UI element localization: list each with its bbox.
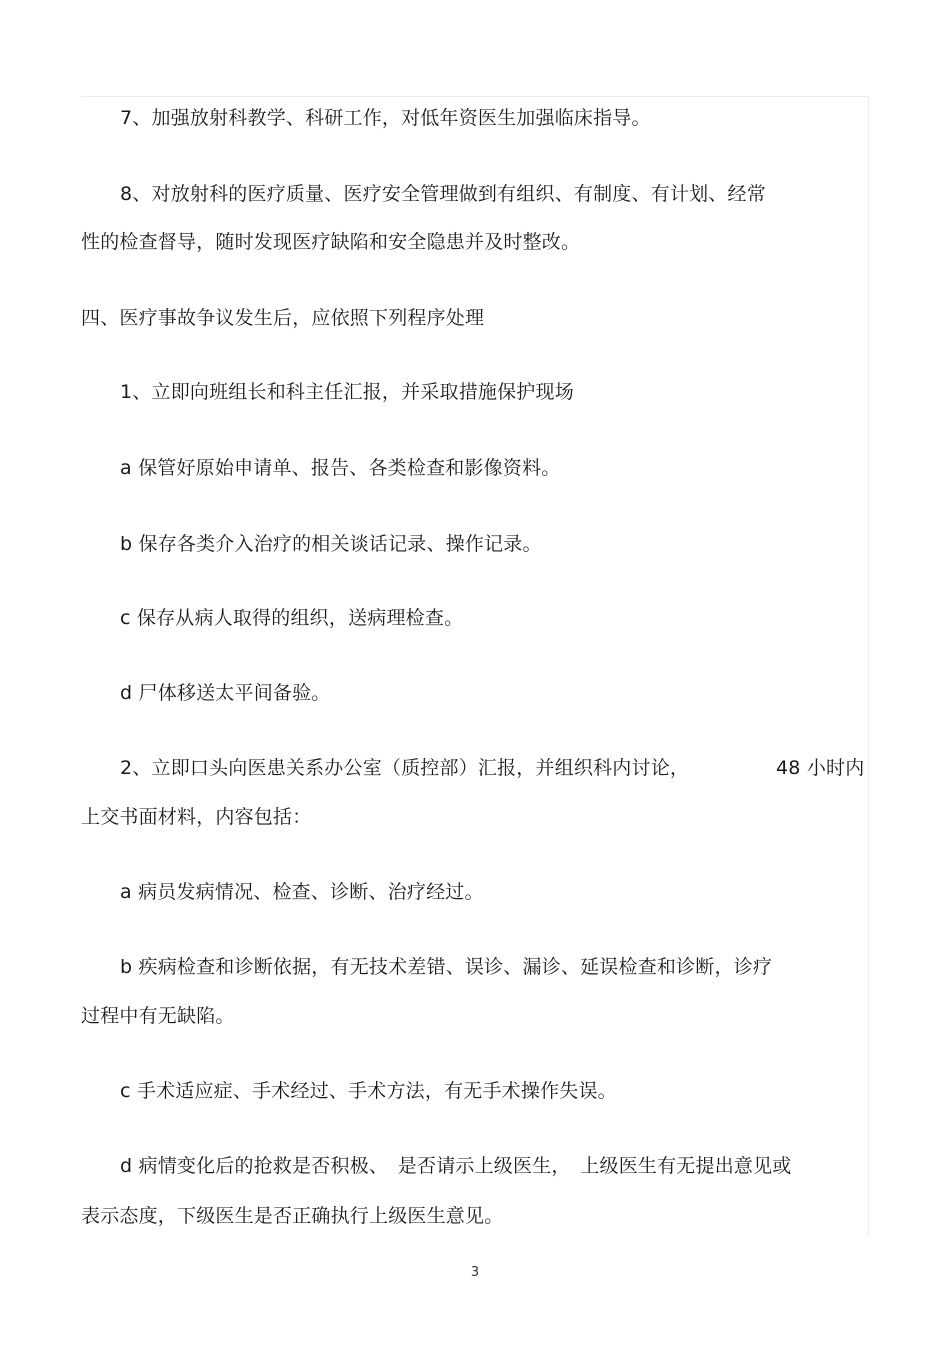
item-2-a: a 病员发病情况、检查、诊断、治疗经过。 (120, 881, 484, 903)
page-frame (81, 96, 869, 1236)
page-number: 3 (470, 1265, 480, 1280)
item-1-d: d 尸体移送太平间备验。 (120, 682, 331, 704)
item-2-line-2: 上交书面材料，内容包括： (81, 806, 312, 828)
item-1-b: b 保存各类介入治疗的相关谈话记录、操作记录。 (120, 533, 542, 555)
item-2-c: c 手术适应症、手术经过、手术方法，有无手术操作失误。 (120, 1080, 617, 1102)
paragraph-7: 7、加强放射科教学、科研工作，对低年资医生加强临床指导。 (120, 107, 651, 129)
item-1-a: a 保管好原始申请单、报告、各类检查和影像资料。 (120, 457, 561, 479)
item-2-d-line-1: d 病情变化后的抢救是否积极、 是否请示上级医生， 上级医生有无提出意见或 (120, 1155, 792, 1177)
item-2-b-line-1: b 疾病检查和诊断依据，有无技术差错、误诊、漏诊、延误检查和诊断，诊疗 (120, 956, 773, 978)
paragraph-8-line-1: 8、对放射科的医疗质量、医疗安全管理做到有组织、有制度、有计划、经常 (120, 183, 766, 205)
item-2-line-1: 2、立即口头向医患关系办公室（质控部）汇报，并组织科内讨论， (120, 757, 690, 779)
item-2-deadline: 48 小时内 (776, 757, 865, 779)
section-heading-4: 四、医疗事故争议发生后，应依照下列程序处理 (81, 307, 485, 329)
paragraph-8-line-2: 性的检查督导，随时发现医疗缺陷和安全隐患并及时整改。 (81, 231, 581, 253)
item-2-d-line-2: 表示态度，下级医生是否正确执行上级医生意见。 (81, 1205, 504, 1227)
item-1: 1、立即向班组长和科主任汇报，并采取措施保护现场 (120, 381, 574, 403)
item-1-c: c 保存从病人取得的组织，送病理检查。 (120, 607, 464, 629)
item-2-b-line-2: 过程中有无缺陷。 (81, 1005, 235, 1027)
